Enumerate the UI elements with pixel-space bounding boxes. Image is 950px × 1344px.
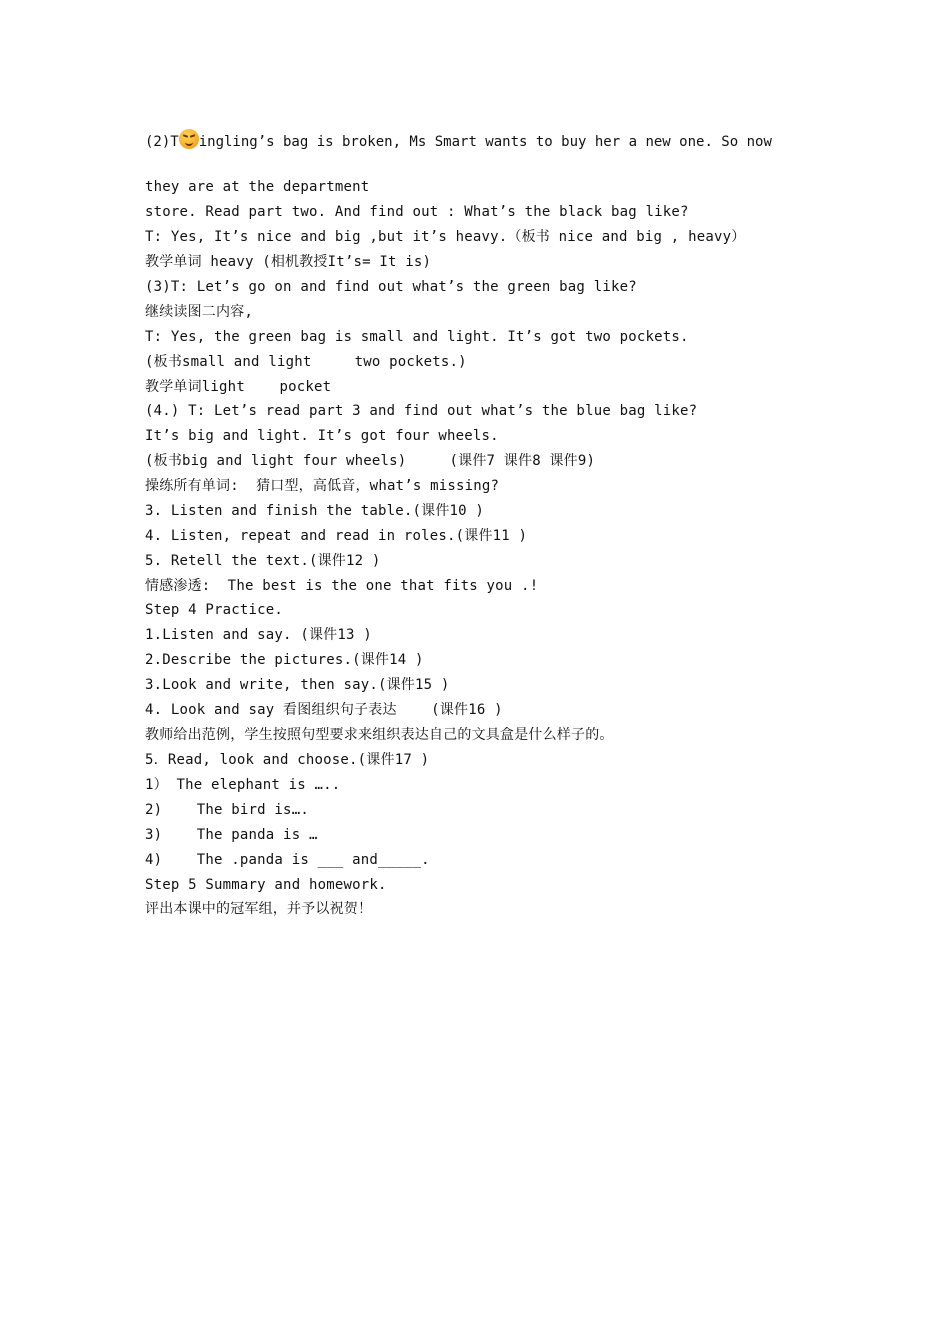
text-line: 教师给出范例，学生按照句型要求来组织表达自己的文具盒是什么样子的。 <box>145 727 614 743</box>
text-line: 教学单词light pocket <box>145 379 332 395</box>
text-line: 5. Retell the text.(课件12 ) <box>145 553 381 569</box>
text-line: 教学单词 heavy (相机教授It’s= It is) <box>145 254 432 270</box>
line-text: ingling’s bag is broken, Ms Smart wants to buy her a new one. So now <box>198 134 772 150</box>
text-line: T: Yes, the green bag is small and light. It’s got two pockets. <box>145 329 689 345</box>
paragraph-line-1 <box>145 132 810 152</box>
text-line: 情感渗透: The best is the one that fits you .! <box>145 578 539 594</box>
text-line: Step 5 Summary and homework. <box>145 877 387 893</box>
text-line: (3)T: Let’s go on and find out what’s the green bag like? <box>145 279 637 295</box>
text-line: store. Read part two. And find out : What’s the black bag like? <box>145 204 689 220</box>
text-line: 5．Read, look and choose.(课件17 ) <box>145 752 430 768</box>
text-line: (板书big and light four wheels) (课件7 课件8 课件9) <box>145 453 596 469</box>
text-line: 3.Look and write, then say.(课件15 ) <box>145 677 450 693</box>
text-line: 4. Look and say 看图组织句子表达 (课件16 ) <box>145 702 503 718</box>
text-line: 3) The panda is … <box>145 827 318 843</box>
text-line: 操练所有单词: 猜口型，高低音，what’s missing? <box>145 478 500 494</box>
text-line: they are at the department <box>145 179 370 195</box>
text-line: 2) The bird is…. <box>145 802 309 818</box>
text-line: It’s big and light. It’s got four wheels. <box>145 428 499 444</box>
line-prefix: (2)T <box>145 134 179 150</box>
text-line: 3. Listen and finish the table.(课件10 ) <box>145 503 485 519</box>
text-line: T: Yes, It’s nice and big ,but it’s heavy.（板书 nice and big , heavy） <box>145 229 746 245</box>
text-line: 继续读图二内容, <box>145 304 254 320</box>
text-line: 1.Listen and say. (课件13 ) <box>145 627 372 643</box>
text-line: (板书small and light two pockets.) <box>145 354 467 370</box>
text-line: (4.) T: Let’s read part 3 and find out what’s the blue bag like? <box>145 403 698 419</box>
text-line: Step 4 Practice. <box>145 602 284 618</box>
text-line: 4) The .panda is ___ and_____. <box>145 852 430 868</box>
text-line: 4. Listen, repeat and read in roles.(课件11 ) <box>145 528 528 544</box>
text-line: 2.Describe the pictures.(课件14 ) <box>145 652 424 668</box>
text-line: 评出本课中的冠军组，并予以祝贺！ <box>145 901 373 917</box>
smiling-face-emoji-icon <box>179 129 199 149</box>
text-line: 1） The elephant is ….. <box>145 777 350 793</box>
